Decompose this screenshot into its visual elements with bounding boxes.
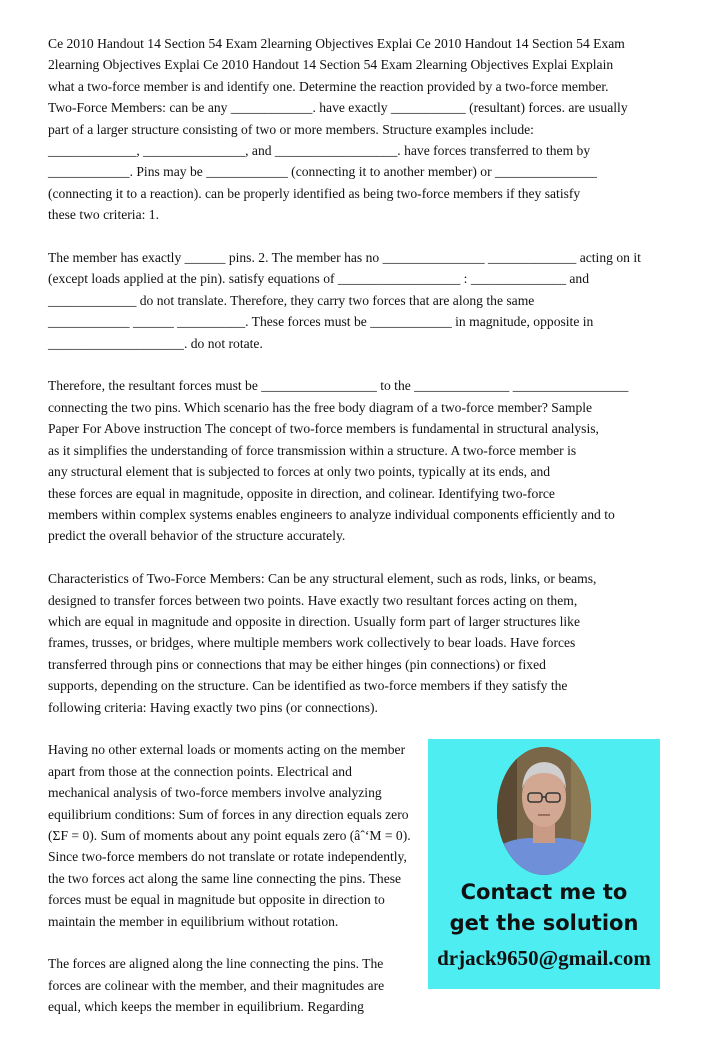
text-line: following criteria: Having exactly two pins (or connections). [48, 699, 378, 715]
text-line: the two forces act along the same line connecting the pins. These forces must be equal in [48, 870, 402, 908]
text-line: connecting the two pins. Which scenario has the free body diagram of a two-force member? Sample [48, 399, 593, 415]
text-line: predict the overall behavior of the structure accurately. [48, 528, 346, 544]
text-line: transferred through pins or connections that may be either hinges (pin connections) or fixed [48, 656, 546, 672]
paragraph [48, 247, 660, 354]
text-line: ____________________. do not rotate. [48, 335, 263, 351]
contact-email[interactable]: drjack9650@gmail.com [437, 946, 651, 971]
text-line: any point equals zero (âˆ‘M = 0). Since two-force members do not translate or rotate independently, [48, 827, 411, 865]
text-line: Having no other external loads or moments acting on the member apart from those at the [48, 742, 406, 779]
paragraph [48, 33, 660, 226]
text-line: Ce 2010 Handout 14 Section 54 Exam 2learning Objectives Explai Ce 2010 Handout 14 Section 54 Exam [48, 36, 625, 51]
text-line: supports, depending on the structure. Can be identified as two-force members if they satisfy the [48, 678, 568, 694]
text-line: members within complex systems enables engineers to analyze individual components efficiently and to [48, 506, 615, 522]
text-line: Two-Force Members: can be any ____________. have exactly ___________ (resultant) forces. are usually [48, 100, 628, 116]
text-line: 2learning Objectives Explai Ce 2010 Handout 14 Section 54 Exam 2learning Objectives Explai Explain [48, 57, 614, 73]
text-line: Characteristics of Two-Force Members: Can be any structural element, such as rods, links, or beams, [48, 571, 597, 587]
contact-promo-overlay[interactable] [428, 739, 660, 989]
text-line: member, and their magnitudes are equal, which keeps the member in equilibrium. Regarding [48, 977, 385, 1015]
text-line: The forces are aligned along the line connecting the pins. The forces are colinear with the [48, 956, 384, 993]
text-line: Paper For Above instruction The concept of two-force members is fundamental in structural analysis, [48, 421, 599, 437]
text-line: any structural element that is subjected to forces at only two points, typically at its ends, and [48, 464, 551, 480]
text-line: which are equal in magnitude and opposite in direction. Usually form part of larger structures like [48, 613, 581, 629]
text-line: (connecting it to a reaction). can be properly identified as being two-force members if they satisfy [48, 185, 581, 201]
text-line: ____________. Pins may be ____________ (connecting it to another member) or _______________ [48, 164, 597, 180]
text-line: part of a larger structure consisting of two or more members. Structure examples include: [48, 121, 534, 137]
text-line: what a two-force member is and identify one. Determine the reaction provided by a two-force member. [48, 78, 609, 94]
paragraph [48, 568, 660, 718]
text-line: Therefore, the resultant forces must be _________________ to the ______________ _________________ [48, 378, 629, 394]
text-line: these two criteria: 1. [48, 207, 159, 223]
text-line: designed to transfer forces between two points. Have exactly two resultant forces acting on them, [48, 592, 578, 608]
text-line: (except loads applied at the pin). satisfy equations of __________________ : ______________ and [48, 271, 590, 287]
cta-line-2: get the solution [449, 911, 639, 936]
text-line: connection points. Electrical and mechanical analysis of two-force members involve analyzing [48, 763, 382, 801]
text-line: _____________ do not translate. Therefore, they carry two forces that are along the same [48, 292, 535, 308]
text-line: magnitude but opposite in direction to maintain the member in equilibrium without rotation. [48, 892, 385, 929]
text-line: as it simplifies the understanding of force transmission within a structure. A two-force member is [48, 442, 577, 458]
text-line: frames, trusses, or bridges, where multiple members work collectively to bear loads. Have forces [48, 635, 576, 651]
cta-line-1: Contact me to [460, 880, 628, 905]
text-line: The member has exactly ______ pins. 2. The member has no _______________ _____________ acting on it [48, 250, 641, 266]
text-line: _____________, _______________, and __________________. have forces transferred to them by [48, 143, 591, 159]
text-line: ____________ ______ __________. These forces must be ____________ in magnitude, opposite in [48, 314, 594, 330]
text-line: equilibrium conditions: Sum of forces in any direction equals zero (ΣF = 0). Sum of moments about [48, 806, 409, 843]
author-photo [497, 747, 591, 875]
paragraph [48, 375, 660, 546]
text-line: these forces are equal in magnitude, opposite in direction, and colinear. Identifying two-force [48, 485, 555, 501]
